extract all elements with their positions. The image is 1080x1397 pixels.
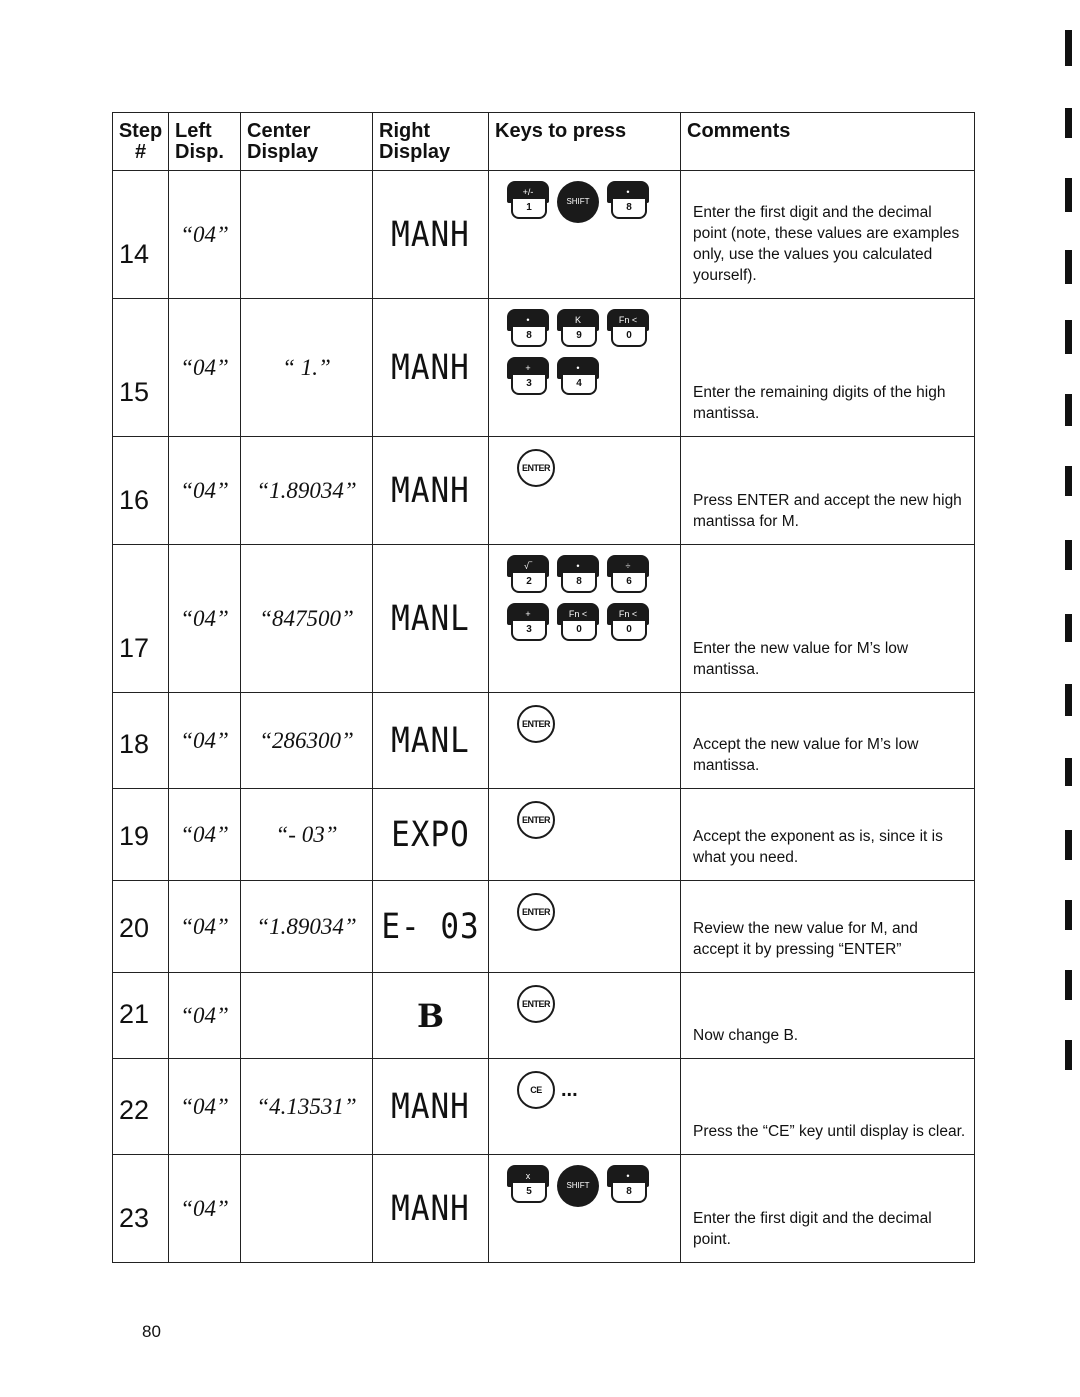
- right-display-value: MANH: [391, 1188, 470, 1229]
- left-display-value: “04”: [169, 171, 241, 299]
- right-display-cell: [373, 693, 489, 789]
- table-row: [113, 299, 975, 437]
- step-number: 18: [113, 693, 169, 789]
- table-row: [113, 789, 975, 881]
- table-row: [113, 881, 975, 973]
- right-display-value: MANL: [391, 720, 470, 761]
- calculator-key-icon: [607, 1165, 649, 1205]
- enter-key-icon: ENTER: [517, 985, 555, 1023]
- left-display-value: “04”: [169, 881, 241, 973]
- shift-key-icon: [557, 181, 599, 223]
- keys-cell: [489, 171, 681, 299]
- left-display-value: “04”: [169, 789, 241, 881]
- step-number: 22: [113, 1059, 169, 1155]
- left-display-value: “04”: [169, 437, 241, 545]
- calculator-key-icon: [507, 357, 549, 397]
- key-group: [507, 1165, 674, 1207]
- table-row: [113, 171, 975, 299]
- keys-cell: [489, 545, 681, 693]
- right-display-cell: [373, 437, 489, 545]
- key-digit-label: 3: [511, 375, 547, 395]
- key-label: SHIFT: [566, 197, 590, 206]
- right-display-cell: [373, 1059, 489, 1155]
- key-shift-label: Fn <: [607, 603, 649, 625]
- step-number: 17: [113, 545, 169, 693]
- key-shift-label: Fn <: [607, 309, 649, 331]
- comment-text: Accept the new value for M’s low mantissa.: [681, 693, 975, 789]
- left-display-value: “04”: [169, 1155, 241, 1263]
- right-display-value: B: [416, 996, 445, 1035]
- key-digit-label: 0: [561, 621, 597, 641]
- key-shift-label: Fn <: [557, 603, 599, 625]
- key-shift-label: •: [607, 1165, 649, 1187]
- keys-cell: [489, 881, 681, 973]
- key-shift-label: •: [557, 555, 599, 577]
- right-display-value: E- 03: [381, 906, 480, 947]
- left-display-header: Left Disp.: [169, 113, 241, 171]
- center-display-value: [241, 1155, 373, 1263]
- key-digit-label: 8: [511, 327, 547, 347]
- step-header: Step #: [113, 113, 169, 171]
- key-shift-label: ÷: [607, 555, 649, 577]
- right-display-cell: [373, 881, 489, 973]
- calculator-key-icon: [507, 555, 549, 595]
- right-display-value: MANH: [391, 347, 470, 388]
- calculator-key-icon: [607, 309, 649, 349]
- comment-text: Enter the first digit and the decimal point (note, these values are examples only, use the values you calculated yourself).: [681, 171, 975, 299]
- center-display-value: “4.13531”: [241, 1059, 373, 1155]
- step-number: 19: [113, 789, 169, 881]
- calculator-key-icon: [607, 555, 649, 595]
- center-display-value: “1.89034”: [241, 437, 373, 545]
- calculator-key-icon: [557, 357, 599, 397]
- comment-text: Press ENTER and accept the new high mantissa for M.: [681, 437, 975, 545]
- key-digit-label: 2: [511, 573, 547, 593]
- shift-key-icon: [557, 1165, 599, 1207]
- key-group: [507, 309, 674, 349]
- step-number: 14: [113, 171, 169, 299]
- calculator-key-icon: [607, 181, 649, 221]
- right-display-header: Right Display: [373, 113, 489, 171]
- right-display-cell: [373, 299, 489, 437]
- table-row: [113, 973, 975, 1059]
- key-digit-label: 1: [511, 199, 547, 219]
- right-display-value: MANL: [391, 598, 470, 639]
- key-shift-label: +/-: [507, 181, 549, 203]
- right-display-value: EXPO: [391, 814, 470, 855]
- keys-cell: [489, 1059, 681, 1155]
- comment-text: Enter the first digit and the decimal point.: [681, 1155, 975, 1263]
- page-number: 80: [142, 1322, 161, 1341]
- repeat-ellipsis: ...: [561, 1078, 578, 1101]
- ce-key-group: [517, 1071, 674, 1109]
- keys-cell: [489, 1155, 681, 1263]
- key-digit-label: 0: [611, 327, 647, 347]
- comment-text: Press the “CE” key until display is clear.: [681, 1059, 975, 1155]
- key-shift-label: •: [507, 309, 549, 331]
- center-display-value: “286300”: [241, 693, 373, 789]
- step-number: 21: [113, 973, 169, 1059]
- right-display-value: MANH: [391, 470, 470, 511]
- right-display-cell: [373, 171, 489, 299]
- table-row: [113, 437, 975, 545]
- comment-text: Enter the new value for M’s low mantissa.: [681, 545, 975, 693]
- step-number: 20: [113, 881, 169, 973]
- comment-text: Accept the exponent as is, since it is what you need.: [681, 789, 975, 881]
- key-digit-label: 3: [511, 621, 547, 641]
- keys-cell: [489, 299, 681, 437]
- keys-cell: [489, 789, 681, 881]
- calculator-key-icon: [607, 603, 649, 643]
- keys-header: Keys to press: [489, 113, 681, 171]
- right-display-value: MANH: [391, 1086, 470, 1127]
- enter-key-icon: ENTER: [517, 705, 555, 743]
- right-display-value: MANH: [391, 214, 470, 255]
- key-group: [507, 357, 674, 397]
- center-display-value: “1.89034”: [241, 881, 373, 973]
- step-number: 16: [113, 437, 169, 545]
- center-display-value: [241, 171, 373, 299]
- header-row: [113, 113, 975, 171]
- center-display-value: “847500”: [241, 545, 373, 693]
- center-display-header: Center Display: [241, 113, 373, 171]
- key-digit-label: 0: [611, 621, 647, 641]
- right-display-cell: [373, 789, 489, 881]
- table-row: [113, 1155, 975, 1263]
- key-shift-label: K: [557, 309, 599, 331]
- key-digit-label: 5: [511, 1183, 547, 1203]
- right-display-cell: [373, 1155, 489, 1263]
- key-shift-label: √‾: [507, 555, 549, 577]
- calculator-key-icon: [557, 309, 599, 349]
- key-digit-label: 4: [561, 375, 597, 395]
- key-shift-label: +: [507, 357, 549, 379]
- step-number: 23: [113, 1155, 169, 1263]
- keys-cell: [489, 693, 681, 789]
- key-group: [507, 181, 674, 223]
- key-shift-label: •: [607, 181, 649, 203]
- table-row: [113, 693, 975, 789]
- key-shift-label: x: [507, 1165, 549, 1187]
- comment-text: Review the new value for M, and accept it by pressing “ENTER”: [681, 881, 975, 973]
- key-shift-label: •: [557, 357, 599, 379]
- center-display-value: “- 03”: [241, 789, 373, 881]
- calculator-key-icon: [507, 603, 549, 643]
- key-digit-label: 8: [561, 573, 597, 593]
- center-display-value: [241, 973, 373, 1059]
- keys-cell: [489, 437, 681, 545]
- calculator-key-icon: [507, 181, 549, 221]
- key-digit-label: 8: [611, 199, 647, 219]
- left-display-value: “04”: [169, 545, 241, 693]
- key-digit-label: 6: [611, 573, 647, 593]
- steps-table: [112, 112, 975, 1263]
- enter-key-icon: ENTER: [517, 449, 555, 487]
- comment-text: Enter the remaining digits of the high mantissa.: [681, 299, 975, 437]
- key-label: SHIFT: [566, 1181, 590, 1190]
- left-display-value: “04”: [169, 973, 241, 1059]
- center-display-value: “ 1.”: [241, 299, 373, 437]
- keys-cell: [489, 973, 681, 1059]
- right-display-cell: [373, 973, 489, 1059]
- comments-header: Comments: [681, 113, 975, 171]
- left-display-value: “04”: [169, 1059, 241, 1155]
- key-shift-label: +: [507, 603, 549, 625]
- ce-key-icon: CE: [517, 1071, 555, 1109]
- step-number: 15: [113, 299, 169, 437]
- calculator-key-icon: [557, 603, 599, 643]
- enter-key-icon: ENTER: [517, 801, 555, 839]
- comment-text: Now change B.: [681, 973, 975, 1059]
- left-display-value: “04”: [169, 693, 241, 789]
- right-display-cell: [373, 545, 489, 693]
- enter-key-icon: ENTER: [517, 893, 555, 931]
- calculator-key-icon: [507, 309, 549, 349]
- calculator-key-icon: [507, 1165, 549, 1205]
- table-row: [113, 545, 975, 693]
- key-group: [507, 555, 674, 595]
- key-digit-label: 9: [561, 327, 597, 347]
- key-digit-label: 8: [611, 1183, 647, 1203]
- calculator-key-icon: [557, 555, 599, 595]
- table-row: [113, 1059, 975, 1155]
- key-group: [507, 603, 674, 643]
- left-display-value: “04”: [169, 299, 241, 437]
